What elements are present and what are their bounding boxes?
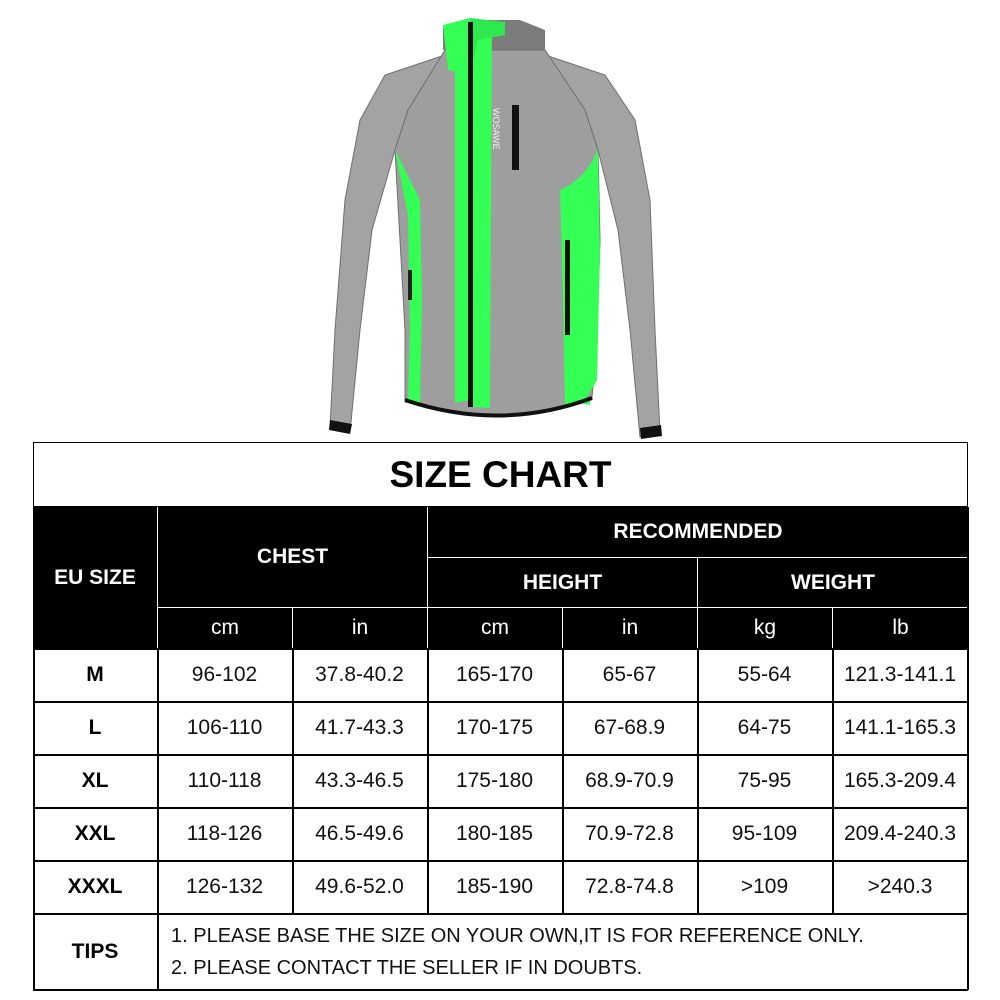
tip-line-2: 2. PLEASE CONTACT THE SELLER IF IN DOUBTS. — [171, 956, 643, 979]
table-cell: 55-64 — [737, 662, 792, 686]
table-cell: 126-132 — [185, 874, 264, 898]
size-label: XXL — [74, 821, 116, 845]
grid-line — [33, 507, 35, 990]
table-cell: 96-102 — [191, 662, 258, 686]
grid-line — [33, 754, 968, 756]
size-label: L — [88, 715, 102, 739]
chest-header: CHEST — [157, 507, 427, 607]
table-cell: 72.8-74.8 — [585, 874, 674, 898]
grid-line — [33, 913, 968, 915]
unit-weight-lb: lb — [832, 607, 968, 648]
table-cell: 43.3-46.5 — [315, 768, 404, 792]
unit-chest-in: in — [292, 607, 427, 648]
table-cell: 37.8-40.2 — [315, 662, 404, 686]
recommended-header: RECOMMENDED — [427, 507, 968, 557]
size-label: XL — [81, 768, 109, 792]
table-cell: 175-180 — [455, 768, 534, 792]
table-cell: 165-170 — [455, 662, 534, 686]
grid-line — [33, 701, 968, 703]
grid-line — [697, 648, 699, 913]
size-chart-table — [33, 442, 968, 990]
size-chart-title: SIZE CHART — [33, 442, 968, 507]
grid-line — [292, 648, 294, 913]
weight-header: WEIGHT — [697, 557, 968, 607]
table-cell: 68.9-70.9 — [585, 768, 674, 792]
product-jacket-image — [0, 0, 1000, 445]
grid-line — [33, 860, 968, 862]
eu-size-header: EU SIZE — [33, 507, 157, 648]
unit-weight-kg: kg — [697, 607, 832, 648]
tips-content — [171, 913, 961, 990]
table-cell: 106-110 — [186, 715, 263, 739]
table-cell: 41.7-43.3 — [315, 715, 404, 739]
grid-line — [562, 648, 564, 913]
unit-height-cm: cm — [427, 607, 562, 648]
table-cell: 209.4-240.3 — [843, 821, 957, 845]
table-cell: 67-68.9 — [593, 715, 666, 739]
unit-chest-cm: cm — [157, 607, 292, 648]
table-cell: 75-95 — [737, 768, 792, 792]
table-cell: 110-118 — [187, 768, 262, 792]
grid-line — [33, 989, 968, 991]
table-cell: 170-175 — [455, 715, 534, 739]
unit-height-in: in — [562, 607, 697, 648]
grid-line — [967, 507, 969, 990]
grid-line — [157, 648, 159, 990]
table-cell: 49.6-52.0 — [315, 874, 404, 898]
table-cell: 118-126 — [186, 821, 263, 845]
height-header: HEIGHT — [427, 557, 697, 607]
table-cell: 95-109 — [731, 821, 798, 845]
grid-line — [33, 648, 968, 650]
table-cell: 141.1-165.3 — [843, 715, 957, 739]
grid-line — [832, 648, 834, 913]
table-cell: 185-190 — [455, 874, 534, 898]
table-cell: 180-185 — [455, 821, 534, 845]
tip-line-1: 1. PLEASE BASE THE SIZE ON YOUR OWN,IT IS FOR REFERENCE ONLY. — [171, 924, 864, 947]
grid-line — [33, 807, 968, 809]
table-cell: 64-75 — [737, 715, 792, 739]
tips-label: TIPS — [71, 939, 119, 963]
grid-line — [427, 648, 429, 913]
table-cell: >240.3 — [867, 874, 933, 898]
brand-mark: WOSAWE — [491, 108, 501, 150]
table-cell: >109 — [740, 874, 789, 898]
table-cell: 121.3-141.1 — [843, 662, 957, 686]
size-label: XXXL — [67, 874, 123, 898]
table-cell: 65-67 — [602, 662, 657, 686]
table-cell: 165.3-209.4 — [843, 768, 957, 792]
size-label: M — [86, 662, 104, 686]
table-cell: 70.9-72.8 — [585, 821, 674, 845]
table-cell: 46.5-49.6 — [315, 821, 404, 845]
